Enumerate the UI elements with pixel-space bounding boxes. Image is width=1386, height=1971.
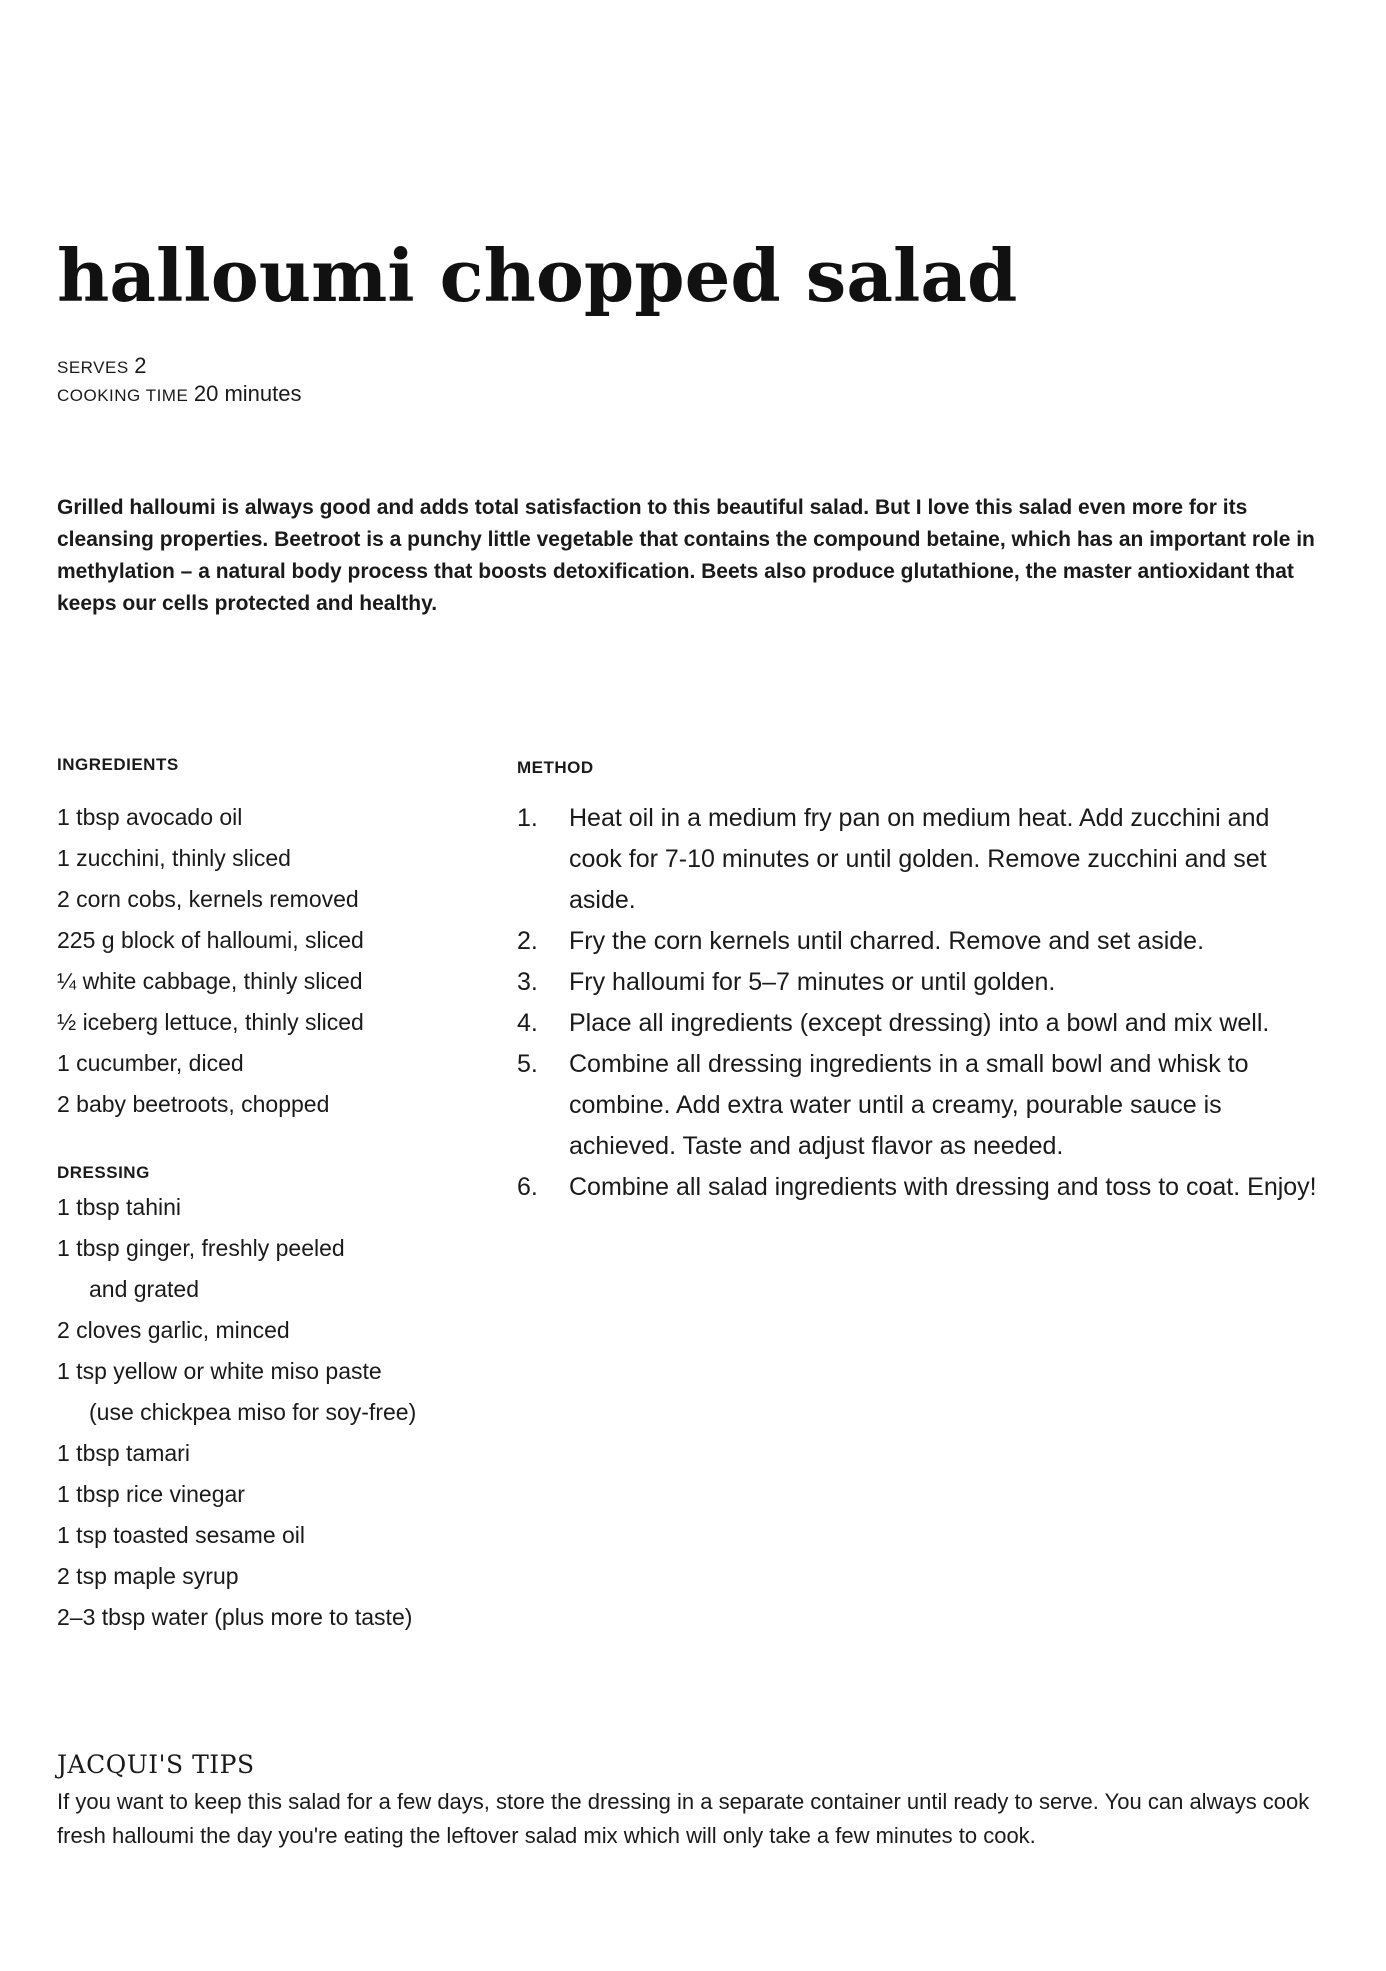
dressing-heading: DRESSING: [57, 1163, 150, 1182]
recipe-intro: Grilled halloumi is always good and adds total satisfaction to this beautiful salad. But I love this salad even more for its cleansing properties. Beetroot is a punchy little vegetable that contains the compound betaine, which has an important role in methylation – a natural body process that boosts detoxification. Beets also produce glutathione, the master antioxidant that keeps our cells protected and healthy.: [57, 496, 1315, 615]
dressing-item: [57, 1310, 497, 1351]
dressing-item: [57, 1187, 497, 1228]
step-text: Fry halloumi for 5–7 minutes or until golden.: [569, 968, 1056, 996]
step-number: 3.: [517, 968, 538, 996]
dressing-item-text: 1 tsp toasted sesame oil: [57, 1522, 306, 1548]
step-text: Place all ingredients (except dressing) into a bowl and mix well.: [569, 1009, 1270, 1037]
dressing-item: [57, 1351, 497, 1433]
step-number: 2.: [517, 927, 538, 955]
method-step: [517, 1044, 1317, 1167]
dressing-item-text: 1 tsp yellow or white miso paste: [57, 1358, 382, 1384]
method-section: [517, 758, 1317, 1208]
dressing-section: [57, 1163, 497, 1638]
method-step: [517, 1003, 1317, 1044]
tips-section: [57, 1750, 1319, 1853]
ingredient-item: 225 g block of halloumi, sliced: [57, 927, 364, 953]
ingredients-heading: INGREDIENTS: [57, 755, 179, 774]
step-text: Combine all salad ingredients with dressing and toss to coat. Enjoy!: [569, 1173, 1317, 1201]
dressing-item: [57, 1556, 497, 1597]
recipe-title: halloumi chopped salad: [57, 233, 1018, 318]
ingredient-item: ¼ white cabbage, thinly sliced: [57, 968, 363, 994]
ingredient-item: 2 corn cobs, kernels removed: [57, 886, 359, 912]
tips-heading: JACQUI'S TIPS: [57, 1750, 255, 1779]
dressing-list: [57, 1187, 497, 1638]
dressing-item-text: 1 tbsp ginger, freshly peeled: [57, 1235, 345, 1261]
method-steps: [517, 798, 1317, 1208]
dressing-item-text: 2–3 tbsp water (plus more to taste): [57, 1604, 413, 1630]
step-number: 5.: [517, 1050, 538, 1078]
cooking-time-value: 20 minutes: [193, 381, 302, 406]
ingredient-item: 1 zucchini, thinly sliced: [57, 845, 291, 871]
cooking-time-row: [57, 381, 302, 409]
ingredient-item: 2 baby beetroots, chopped: [57, 1091, 330, 1117]
dressing-item-text: 1 tbsp tamari: [57, 1440, 190, 1466]
recipe-page: [57, 0, 1319, 1971]
method-step: [517, 798, 1317, 921]
ingredients-list: [57, 797, 477, 1125]
recipe-meta: [57, 353, 302, 409]
ingredients-section: [57, 755, 477, 1125]
dressing-item-text: 1 tbsp tahini: [57, 1194, 182, 1220]
ingredient-item: 1 cucumber, diced: [57, 1050, 244, 1076]
method-heading: METHOD: [517, 758, 594, 777]
method-step: [517, 1167, 1317, 1208]
dressing-item: [57, 1515, 497, 1556]
dressing-item: [57, 1597, 497, 1638]
dressing-item-continuation: and grated: [89, 1276, 199, 1302]
dressing-item: [57, 1474, 497, 1515]
dressing-item: [57, 1433, 497, 1474]
dressing-item-continuation: (use chickpea miso for soy-free): [89, 1399, 417, 1425]
cooking-time-label: COOKING TIME: [57, 386, 189, 405]
serves-label: SERVES: [57, 358, 129, 377]
step-number: 6.: [517, 1173, 538, 1201]
serves-row: [57, 353, 302, 381]
step-text: Combine all dressing ingredients in a small bowl and whisk to combine. Add extra water until a creamy, pourable sauce is achieved. Taste and adjust flavor as needed.: [569, 1050, 1249, 1160]
serves-value: 2: [134, 353, 147, 378]
step-number: 4.: [517, 1009, 538, 1037]
dressing-item: [57, 1228, 497, 1310]
ingredient-item: ½ iceberg lettuce, thinly sliced: [57, 1009, 364, 1035]
step-text: Fry the corn kernels until charred. Remove and set aside.: [569, 927, 1205, 955]
ingredient-item: 1 tbsp avocado oil: [57, 804, 243, 830]
step-number: 1.: [517, 804, 538, 832]
step-text: Heat oil in a medium fry pan on medium heat. Add zucchini and cook for 7-10 minutes or until golden. Remove zucchini and set aside.: [569, 804, 1270, 914]
tips-text: If you want to keep this salad for a few days, store the dressing in a separate container until ready to serve. You can always cook fresh halloumi the day you're eating the leftover salad mix which will only take a few minutes to cook.: [57, 1789, 1310, 1848]
method-step: [517, 962, 1317, 1003]
dressing-item-text: 1 tbsp rice vinegar: [57, 1481, 245, 1507]
dressing-item-text: 2 cloves garlic, minced: [57, 1317, 290, 1343]
dressing-item-text: 2 tsp maple syrup: [57, 1563, 239, 1589]
method-step: [517, 921, 1317, 962]
